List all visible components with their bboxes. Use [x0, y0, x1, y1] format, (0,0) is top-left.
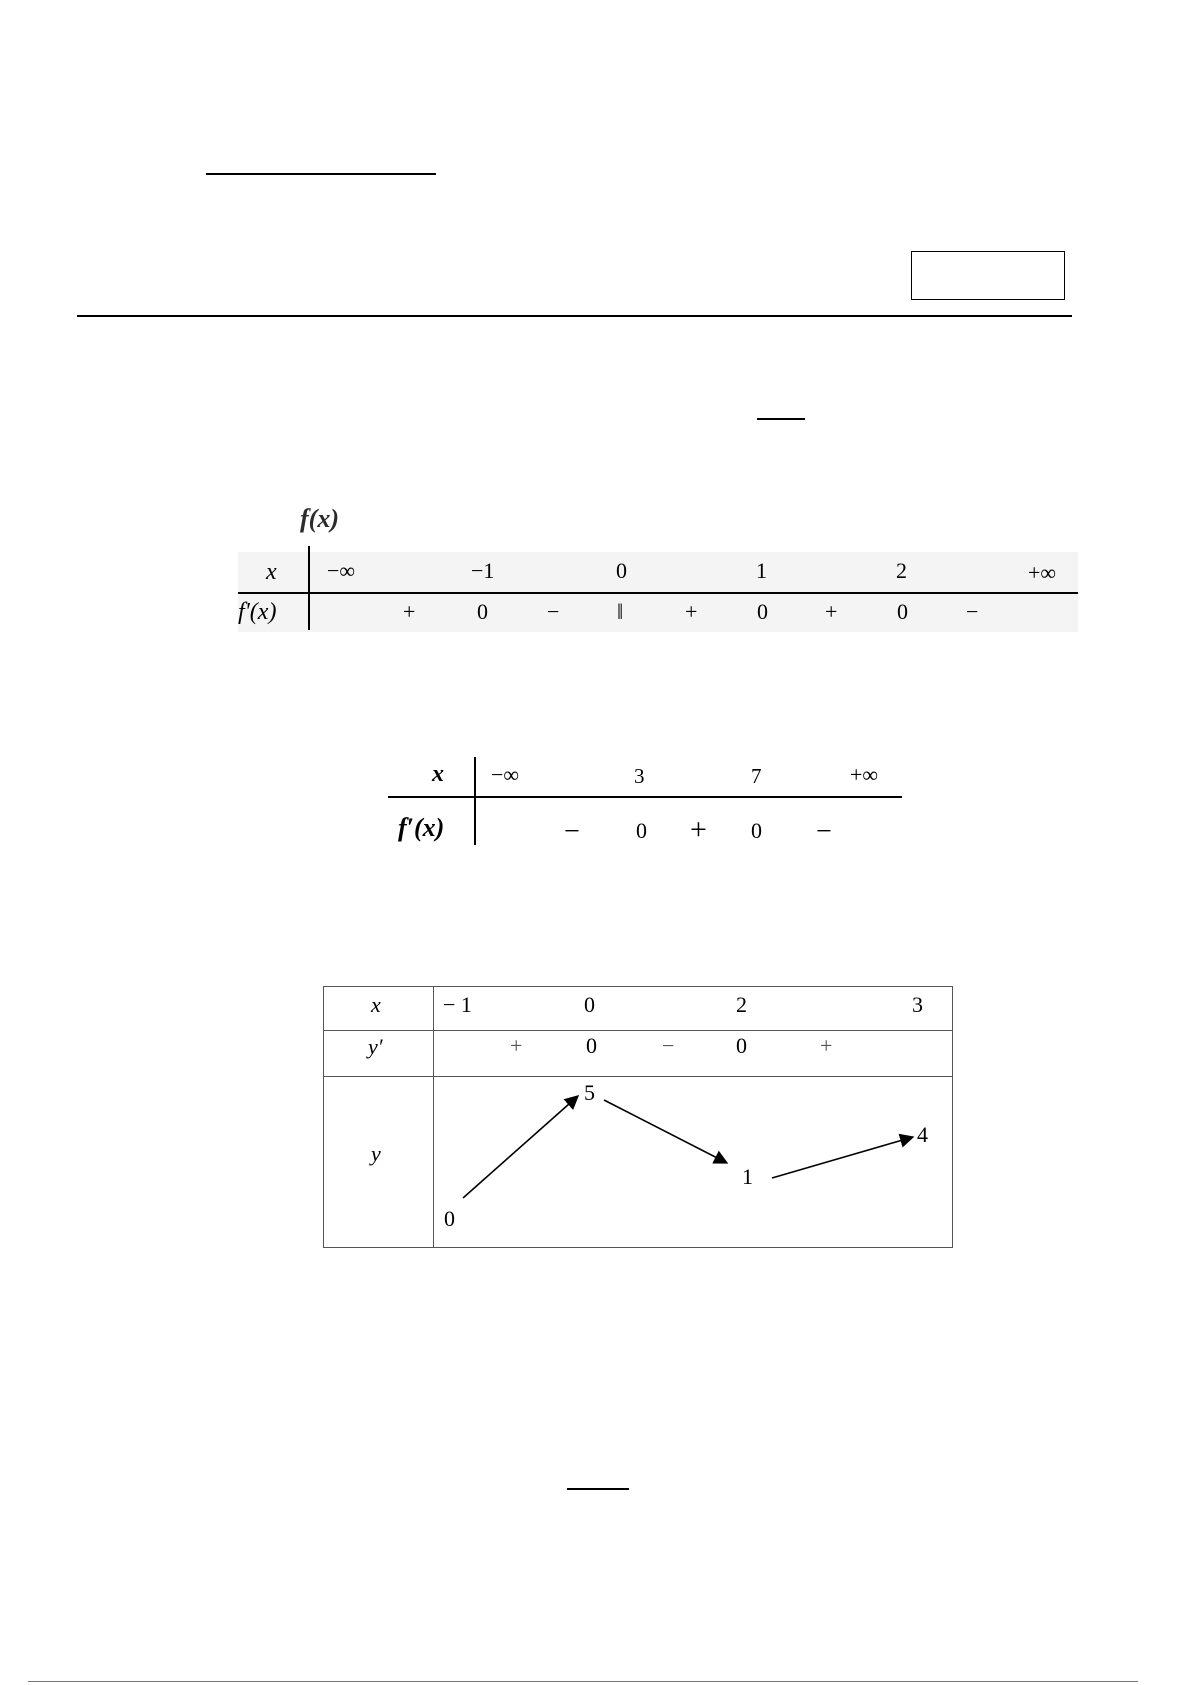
- table1-sign: +: [825, 599, 838, 624]
- table1-fp-header: f'(x): [238, 599, 277, 625]
- table3-x-value: − 1: [443, 992, 472, 1017]
- footer-divider: [28, 1681, 1138, 1682]
- table1-sign: −: [966, 599, 979, 624]
- table3-yp-value: 0: [736, 1033, 747, 1058]
- table3-x-value: 2: [736, 992, 747, 1017]
- table3-y-value: 1: [742, 1164, 753, 1189]
- table1-sign: 0: [477, 599, 488, 624]
- table2-sign: −: [564, 816, 580, 847]
- table1-sign: ‖: [617, 599, 624, 624]
- table1-sign: +: [685, 599, 698, 624]
- table2-sign: 0: [636, 818, 647, 843]
- table3-y-value: 0: [444, 1206, 455, 1231]
- table2-x-header: x: [432, 761, 444, 787]
- table1-x-value: −1: [471, 558, 495, 583]
- table3-yp-header: y′: [368, 1034, 383, 1059]
- table1-x-value: 0: [616, 558, 627, 583]
- table2-x-value: −∞: [491, 762, 520, 787]
- increasing-arrow: [463, 1096, 578, 1198]
- table1-sign: 0: [757, 599, 768, 624]
- table3-y-value: 5: [584, 1080, 595, 1105]
- table2-sign: +: [690, 813, 707, 846]
- table3-yp-value: +: [510, 1033, 523, 1058]
- table1-sign: −: [547, 599, 560, 624]
- table2-sign: −: [816, 816, 832, 847]
- table2-x-value: +∞: [850, 762, 879, 787]
- table1-x-header: x: [266, 559, 277, 585]
- table2-fp-header: f′(x): [398, 813, 445, 842]
- table3-yp-value: −: [662, 1033, 675, 1058]
- table3-yp-value: +: [820, 1033, 833, 1058]
- table1-x-value: 2: [896, 558, 907, 583]
- table3-x-value: 3: [912, 992, 923, 1017]
- table1-label: f(x): [300, 504, 339, 533]
- table1-sign: 0: [897, 599, 908, 624]
- table2-sign: 0: [751, 818, 762, 843]
- table1-x-value: +∞: [1028, 560, 1057, 585]
- table3-x-header: x: [371, 992, 381, 1017]
- increasing-arrow: [772, 1137, 913, 1178]
- table3-yp-value: 0: [586, 1033, 597, 1058]
- table2-x-value: 3: [634, 764, 645, 788]
- table3-y-header: y: [371, 1141, 381, 1166]
- table3-y-value: 4: [917, 1122, 928, 1147]
- table1-x-value: −∞: [327, 558, 356, 583]
- table1-x-value: 1: [756, 558, 767, 583]
- table1-sign: +: [403, 599, 416, 624]
- decreasing-arrow: [604, 1100, 727, 1163]
- table2-x-value: 7: [751, 764, 762, 788]
- blank-underline-2: [567, 1488, 629, 1490]
- table3-x-value: 0: [584, 992, 595, 1017]
